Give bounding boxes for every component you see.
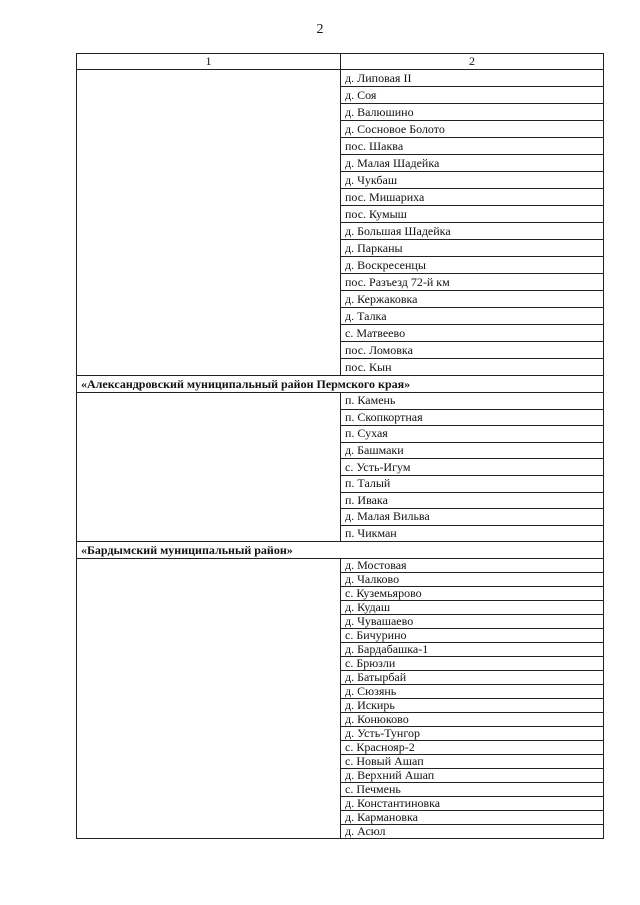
settlement-name: д. Большая Шадейка [341, 223, 604, 240]
section-title: «Александровский муниципальный район Пермского края» [77, 376, 604, 393]
settlement-name: п. Сухая [341, 426, 604, 443]
settlement-name: п. Ивака [341, 492, 604, 509]
settlement-name: д. Малая Вильва [341, 509, 604, 526]
section-title: «Бардымский муниципальный район» [77, 542, 604, 559]
column-1-blank-cell [77, 393, 341, 542]
settlement-name: пос. Ломовка [341, 342, 604, 359]
settlement-name: д. Верхний Ашап [341, 769, 604, 783]
settlement-name: пос. Кын [341, 359, 604, 376]
table-row [77, 559, 604, 573]
settlement-name: д. Конюково [341, 713, 604, 727]
settlement-name: п. Талый [341, 475, 604, 492]
settlement-name: д. Константиновка [341, 797, 604, 811]
settlement-name: д. Усть-Тунгор [341, 727, 604, 741]
settlement-name: д. Батырбай [341, 671, 604, 685]
settlement-name: д. Мостовая [341, 559, 604, 573]
settlement-name: д. Чукбаш [341, 172, 604, 189]
settlement-name: с. Усть-Игум [341, 459, 604, 476]
table-row [77, 70, 604, 87]
section-header-row [77, 376, 604, 393]
settlement-name: с. Матвеево [341, 325, 604, 342]
settlement-name: с. Бичурино [341, 629, 604, 643]
settlement-name: пос. Кумыш [341, 206, 604, 223]
column-1-blank-cell [77, 70, 341, 376]
settlement-name: д. Чалково [341, 573, 604, 587]
settlement-name: с. Новый Ашап [341, 755, 604, 769]
settlement-name: д. Кержаковка [341, 291, 604, 308]
settlement-name: д. Сосновое Болото [341, 121, 604, 138]
settlement-name: д. Талка [341, 308, 604, 325]
column-1-blank-cell [77, 559, 341, 839]
section-header-row [77, 542, 604, 559]
column-header-2: 2 [341, 54, 604, 70]
settlement-name: д. Сюзянь [341, 685, 604, 699]
settlement-name: д. Липовая II [341, 70, 604, 87]
settlement-name: д. Соя [341, 87, 604, 104]
settlement-name: пос. Шаква [341, 138, 604, 155]
settlement-name: с. Брюзли [341, 657, 604, 671]
settlement-name: п. Скопкортная [341, 409, 604, 426]
settlement-name: д. Малая Шадейка [341, 155, 604, 172]
settlement-name: д. Асюл [341, 825, 604, 839]
settlement-name: д. Кудаш [341, 601, 604, 615]
settlement-name: с. Печмень [341, 783, 604, 797]
settlement-name: д. Парканы [341, 240, 604, 257]
settlements-table [76, 53, 604, 839]
settlement-name: д. Воскресенцы [341, 257, 604, 274]
settlement-name: д. Чувашаево [341, 615, 604, 629]
column-header-1: 1 [77, 54, 341, 70]
settlement-name: с. Куземьярово [341, 587, 604, 601]
table-header-row [77, 54, 604, 70]
settlement-name: д. Бардабашка-1 [341, 643, 604, 657]
settlement-name: д. Башмаки [341, 442, 604, 459]
settlement-name: пос. Мишариха [341, 189, 604, 206]
settlement-name: д. Искирь [341, 699, 604, 713]
settlement-name: п. Камень [341, 393, 604, 410]
table-row [77, 393, 604, 410]
page-number: 2 [316, 22, 324, 37]
settlement-name: п. Чикман [341, 525, 604, 542]
settlement-name: с. Краснояр-2 [341, 741, 604, 755]
settlement-name: д. Валюшино [341, 104, 604, 121]
settlement-name: пос. Разъезд 72-й км [341, 274, 604, 291]
settlement-name: д. Кармановка [341, 811, 604, 825]
